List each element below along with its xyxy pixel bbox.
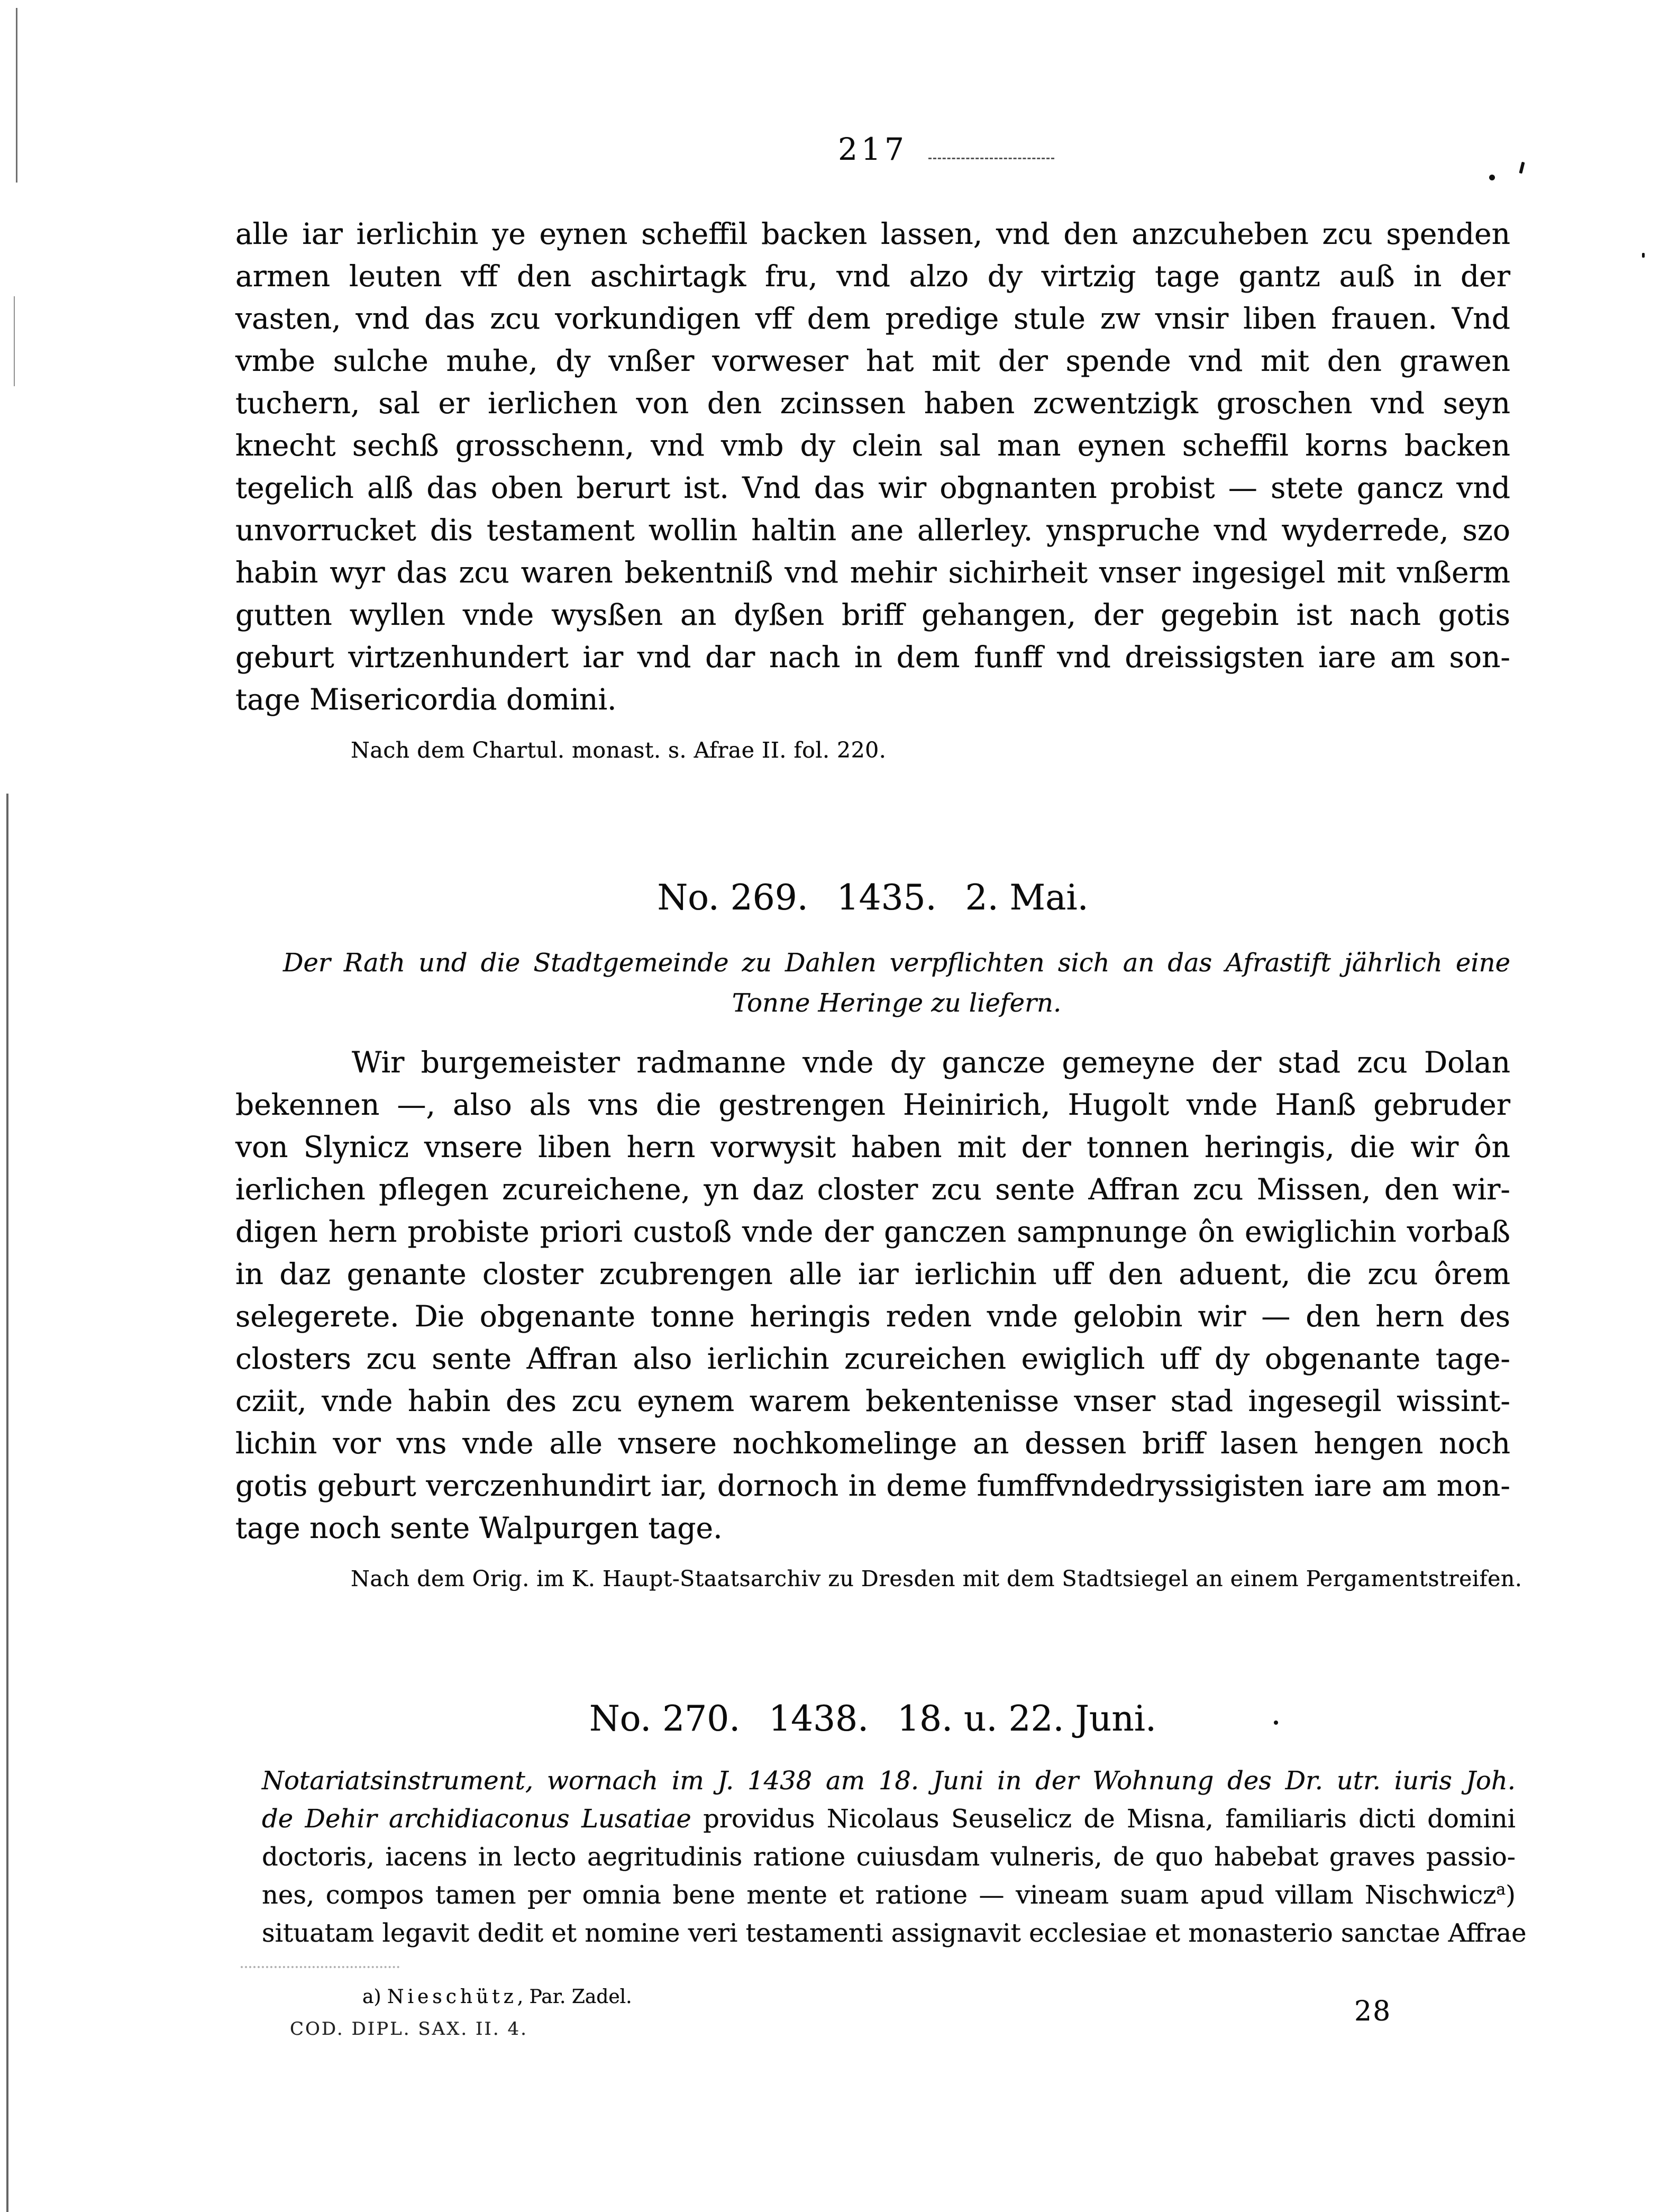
summary-segment: nes, compos tamen per omnia bene mente et ratione — vineam suam apud villam Nischwicz — [262, 1880, 1497, 1910]
text-line: tegelich alß das oben berurt ist. Vnd das wir obgnanten probist — stete gancz vnd — [235, 471, 1510, 505]
text-line: cziit, vnde habin des zcu eynem warem bekentenisse vnser stad ingesegil wissint- — [235, 1384, 1510, 1418]
scan-artifact-dot — [1274, 1721, 1278, 1725]
text-line: closters zcu sente Affran also ierlichin zcureichen ewiglich uff dy obgenante tage- — [235, 1342, 1510, 1376]
summary-line: doctoris, iacens in lecto aegritudinis ratione cuiusdam vulneris, de quo habebat graves passio- — [262, 1842, 1516, 1872]
summary-segment-italic: de Dehir archidiaconus Lusatiae — [262, 1804, 704, 1834]
scan-artifact-dot — [1489, 175, 1495, 180]
summary-line: Notariatsinstrument, wornach im J. 1438 am 18. Juni in der Wohnung des Dr. utr. iuris Joh. — [262, 1766, 1516, 1796]
footnote — [362, 1985, 632, 2009]
text-line: Wir burgemeister radmanne vnde dy gancze gemeyne der stad zcu Dolan — [352, 1045, 1510, 1079]
scan-artifact-edge-line — [16, 8, 17, 183]
doc-269-body — [235, 1041, 1510, 1549]
summary-line: Tonne Heringe zu liefern. — [732, 988, 1062, 1018]
text-line: selegerete. Die obgenante tonne heringis reden vnde gelobin wir — den hern des — [235, 1299, 1510, 1333]
summary-segment: ) — [1506, 1880, 1516, 1910]
text-line: geburt virtzenhundert iar vnd dar nach in dem funff vnd dreissigsten iare am son- — [235, 640, 1510, 674]
sheet-number: 28 — [1354, 1996, 1392, 2027]
summary-line: Der Rath und die Stadtgemeinde zu Dahlen verpflichten sich an das Afrastift jährlich eine — [283, 948, 1510, 978]
source-note: Nach dem Chartul. monast. s. Afrae II. fol. 220. — [351, 738, 887, 763]
footnote-reference-mark: a — [1496, 1880, 1506, 1899]
doc-270-summary — [262, 1762, 1527, 1952]
text-line: habin wyr das zcu waren bekentniß vnd mehir sichirheit vnser ingesigel mit vnßerm — [235, 556, 1510, 589]
text-line: lichin vor vns vnde alle vnsere nochkomelinge an dessen briff lasen hengen noch — [235, 1426, 1510, 1460]
text-line: tage Misericordia domini. — [235, 682, 617, 716]
volume-signature: COD. DIPL. SAX. II. 4. — [290, 2018, 528, 2040]
scan-artifact-edge-line — [14, 296, 15, 386]
text-line: von Slynicz vnsere liben hern vorwysit haben mit der tonnen heringis, die wir ôn — [235, 1130, 1510, 1164]
scan-artifact-tick — [1519, 162, 1525, 174]
footnote-place-name: Nieschütz — [387, 1986, 517, 2008]
text-line: alle iar ierlichin ye eynen scheffil backen lassen, vnd den anzcuheben zcu spenden — [235, 217, 1510, 251]
text-line: vmbe sulche muhe, dy vnßer vorweser hat mit der spende vnd mit den grawen — [235, 344, 1510, 378]
footnote-marker: a) — [362, 1986, 381, 2008]
text-line: gutten wyllen vnde wysßen an dyßen briff gehangen, der gegebin ist nach gotis — [235, 598, 1510, 632]
scan-artifact-edge-line — [6, 794, 8, 2212]
scan-artifact-dashed-rule — [928, 158, 1054, 159]
doc-269-summary — [283, 943, 1510, 1023]
footnote-text: , Par. Zadel. — [517, 1986, 632, 2008]
previous-charter-text — [235, 213, 1510, 721]
text-line: knecht sechß grosschenn, vnd vmb dy clein sal man eynen scheffil korns backen — [235, 429, 1510, 462]
text-line: ierlichen pflegen zcureichene, yn daz closter zcu sente Affran zcu Missen, den wir- — [235, 1172, 1510, 1206]
text-line: vasten, vnd das zcu vorkundigen vff dem predige stule zw vnsir liben frauen. Vnd — [235, 302, 1510, 335]
text-line: in daz genante closter zcubrengen alle iar ierlichin uff den aduent, die zcu ôrem — [235, 1257, 1510, 1291]
scan-artifact-footnote-rule — [241, 1966, 399, 1968]
summary-line: situatam legavit dedit et nomine veri testamenti assignavit ecclesiae et monasterio sanctae Affrae — [262, 1918, 1527, 1948]
source-note: Nach dem Orig. im K. Haupt-Staatsarchiv zu Dresden mit dem Stadtsiegel an einem Pergamentstreifen. — [351, 1566, 1522, 1591]
summary-line — [262, 1800, 1516, 1838]
text-line: tuchern, sal er ierlichen von den zcinssen haben zcwentzigk groschen vnd seyn — [235, 386, 1510, 420]
summary-line — [262, 1876, 1516, 1914]
text-line: unvorrucket dis testament wollin haltin ane allerley. ynspruche vnd wyderrede, szo — [235, 513, 1510, 547]
doc-269-heading: No. 269. 1435. 2. Mai. — [657, 877, 1089, 918]
doc-270-heading: No. 270. 1438. 18. u. 22. Juni. — [589, 1698, 1157, 1739]
text-line: armen leuten vff den aschirtagk fru, vnd alzo dy virtzig tage gantz auß in der — [235, 259, 1510, 293]
text-line: digen hern probiste priori custoß vnde der ganczen sampnunge ôn ewiglichin vorbaß — [235, 1215, 1510, 1249]
text-line: bekennen —, also als vns die gestrengen Heinirich, Hugolt vnde Hanß gebruder — [235, 1088, 1510, 1122]
page-number: 217 — [838, 131, 908, 167]
text-line: gotis geburt verczenhundirt iar, dornoch in deme fumffvndedryssigisten iare am mon- — [235, 1469, 1510, 1503]
text-line: tage noch sente Walpurgen tage. — [235, 1511, 723, 1545]
scan-artifact-speck — [1642, 253, 1645, 258]
summary-segment-roman: providus Nicolaus Seuselicz de Misna, familiaris dicti domini — [703, 1804, 1516, 1834]
